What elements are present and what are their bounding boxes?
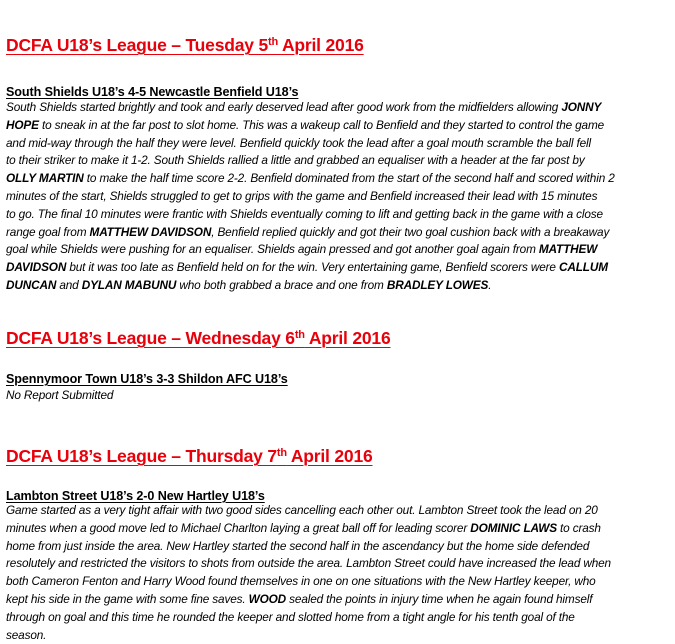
report-text: season. [6,627,47,642]
player-name: WOOD [248,591,287,606]
match-report [6,387,670,405]
report-text: kept his side in the game with some fine saves. [6,591,249,606]
report-text: and [56,277,82,292]
report-line [6,555,670,573]
report-text: . [488,277,492,292]
report-text: and mid-way through the half they were level. Benfield quickly took the lead after a goal mouth scramble the ball fell [6,135,591,150]
report-line [6,502,670,520]
report-line [6,627,670,644]
player-name: HOPE [6,117,39,132]
report-text: to crash [556,520,601,535]
report-line [6,609,670,627]
report-line [6,224,670,242]
report-line [6,99,670,117]
report-text: , Benfield replied quickly and got their two goal cushion back with a breakaway [211,224,610,239]
report-line [6,259,670,277]
match-title: Spennymoor Town U18’s 3-3 Shildon AFC U18’s [6,372,288,386]
report-text: resolutely and restricted the visitors to shots from outside the area. Lambton Street could have increased the lead when [6,556,611,571]
report-text: through on goal and this time he rounded the keeper and slotted home from a tight angle for his tenth goal of the [6,609,575,624]
report-line [6,188,670,206]
player-name: CALLUM [558,260,608,275]
player-name: JONNY [561,100,602,114]
report-text: Game started as a very tight affair with two good sides cancelling each other out. Lambton Street took the lead on 20 [6,503,598,517]
report-text: No Report Submitted [6,388,114,402]
player-name: DOMINIC LAWS [470,520,557,535]
player-name: MATTHEW [538,242,598,257]
report-text: minutes when a good move led to Michael Charlton laying a great ball off for leading scorer [6,520,471,535]
report-text: to make the half time score 2-2. Benfield dominated from the start of the second half and scored within 2 [83,171,615,186]
section-heading: DCFA U18’s League – Thursday 7th April 2016 [6,446,373,466]
report-text: goal while Shields were pushing for an equaliser. Shields again pressed and got another goal again from [6,242,539,257]
section-heading: DCFA U18’s League – Wednesday 6th April 2016 [6,328,391,348]
player-name: DAVIDSON [6,260,67,275]
report-line [6,135,670,153]
player-name: MATTHEW DAVIDSON [89,224,212,239]
player-name: DUNCAN [6,277,57,292]
report-line [6,117,670,135]
report-line [6,538,670,556]
report-line [6,573,670,591]
report-text: but it was too late as Benfield held on for the win. Very entertaining game, Benfield scorers were [66,260,559,275]
report-text: both Cameron Fenton and Harry Wood found themselves in one on one situations with the New Hartley keeper, who [6,574,596,589]
report-text: to go. The final 10 minutes were frantic with Shields eventually coming to lift and getting back in the game with a close [6,206,603,221]
report-text: range goal from [6,224,90,239]
report-line [6,241,670,259]
report-line [6,591,670,609]
report-line [6,277,670,295]
report-text: to their striker to make it 1-2. South Shields rallied a little and grabbed an equaliser with a header at the far post by [6,153,585,168]
report-text: to sneak in at the far post to slot home. This was a wakeup call to Benfield and they started to control the game [38,117,605,132]
report-line [6,387,670,405]
match-report [6,502,670,644]
player-name: DYLAN MABUNU [81,277,177,292]
player-name: BRADLEY LOWES [386,277,489,292]
report-text: who both grabbed a brace and one from [176,277,387,292]
match-title: Lambton Street U18’s 2-0 New Hartley U18’s [6,489,265,503]
report-text: South Shields started brightly and took and early deserved lead after good work from the midfielders allowing [6,100,562,114]
report-text: minutes of the start, Shields struggled to get to grips with the game and Benfield increased their lead with 15 minutes [6,188,598,203]
report-line [6,206,670,224]
player-name: OLLY MARTIN [6,171,84,186]
match-title: South Shields U18’s 4-5 Newcastle Benfield U18’s [6,85,299,99]
report-line [6,520,670,538]
report-line [6,152,670,170]
section-heading: DCFA U18’s League – Tuesday 5th April 2016 [6,35,364,55]
report-text: sealed the points in injury time when he again found himself [286,591,593,606]
report-line [6,170,670,188]
report-text: home from just inside the area. New Hartley started the second half in the ascendancy but the home side defended [6,538,590,553]
match-report [6,99,670,295]
